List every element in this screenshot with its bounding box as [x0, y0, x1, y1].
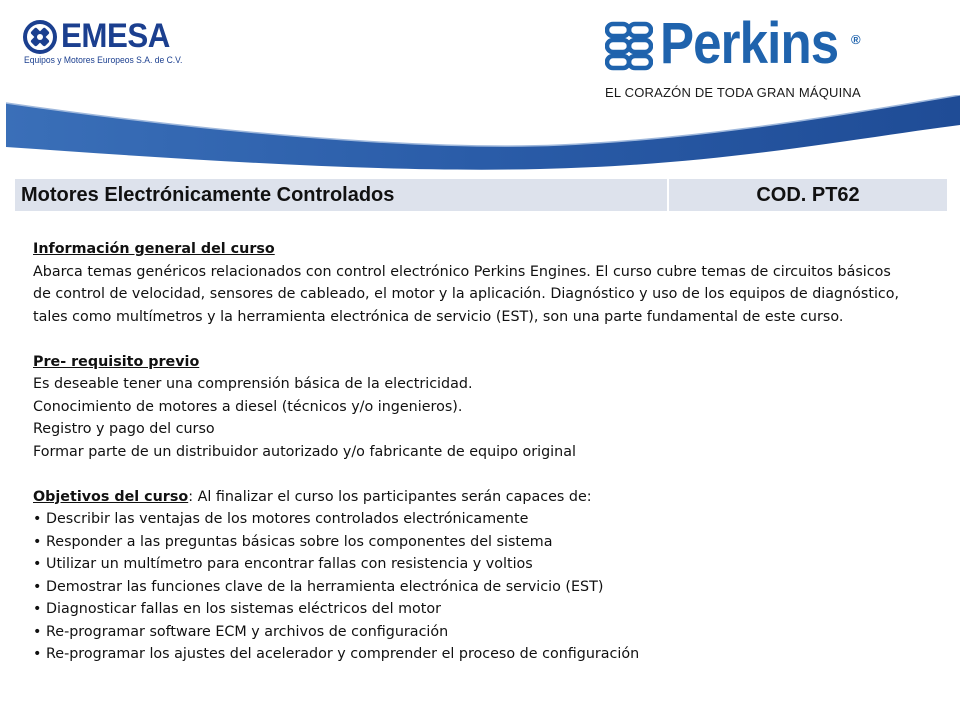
- general-info-body: Abarca temas genéricos relacionados con control electrónico Perkins Engines. El curso cubre temas de circuitos básicos de control de velocidad, sensores de cableado, el motor y la aplicación. Diagnóstico y uso de los equipos de diagnóstico, tales como multímetros y la herramienta electrónica de servicio (EST), son una parte fundamental de este curso.: [33, 263, 900, 325]
- prerequisite-item: Formar parte de un distribuidor autorizado y/o fabricante de equipo original: [33, 443, 576, 460]
- prerequisites-heading: Pre- requisito previo: [33, 353, 200, 370]
- objective-item: • Utilizar un multímetro para encontrar fallas con resistencia y voltios: [33, 553, 913, 576]
- emesa-logo: [22, 18, 192, 73]
- perkins-wordmark: Perkins: [660, 11, 839, 76]
- objectives-list: [33, 508, 913, 666]
- prerequisite-item: Conocimiento de motores a diesel (técnicos y/o ingenieros).: [33, 398, 463, 415]
- objectives-heading: Objetivos del curso: [33, 488, 189, 505]
- emesa-wordmark: EMESA: [61, 17, 170, 55]
- perkins-emblem-icon: [605, 20, 653, 72]
- perkins-logo: [605, 11, 885, 103]
- objective-item: • Describir las ventajas de los motores controlados electrónicamente: [33, 508, 913, 531]
- objective-item: • Re-programar software ECM y archivos de configuración: [33, 621, 913, 644]
- header: [0, 0, 960, 175]
- emesa-tagline: Equipos y Motores Europeos S.A. de C.V.: [24, 55, 183, 66]
- general-info-heading: Información general del curso: [33, 241, 275, 257]
- objective-item: • Diagnosticar fallas en los sistemas eléctricos del motor: [33, 598, 913, 621]
- emesa-emblem-icon: [22, 20, 58, 54]
- objective-item: • Demostrar las funciones clave de la herramienta electrónica de servicio (EST): [33, 576, 913, 599]
- objective-item: • Re-programar los ajustes del acelerador y comprender el proceso de configuración: [33, 643, 913, 666]
- course-description: [33, 238, 913, 666]
- course-code: COD. PT62: [669, 179, 947, 211]
- objectives-intro: : Al finalizar el curso los participantes serán capaces de:: [188, 488, 592, 505]
- objective-item: • Responder a las preguntas básicas sobre los componentes del sistema: [33, 531, 913, 554]
- header-wave-banner: [0, 95, 960, 175]
- objectives-header-line: [33, 486, 913, 509]
- prerequisite-item: Registro y pago del curso: [33, 421, 215, 437]
- perkins-tagline: EL CORAZÓN DE TODA GRAN MÁQUINA: [605, 85, 861, 100]
- registered-mark: ®: [851, 32, 861, 47]
- course-title-bar: [15, 179, 947, 211]
- prerequisite-item: Es deseable tener una comprensión básica de la electricidad.: [33, 376, 473, 392]
- course-title: Motores Electrónicamente Controlados: [15, 179, 667, 211]
